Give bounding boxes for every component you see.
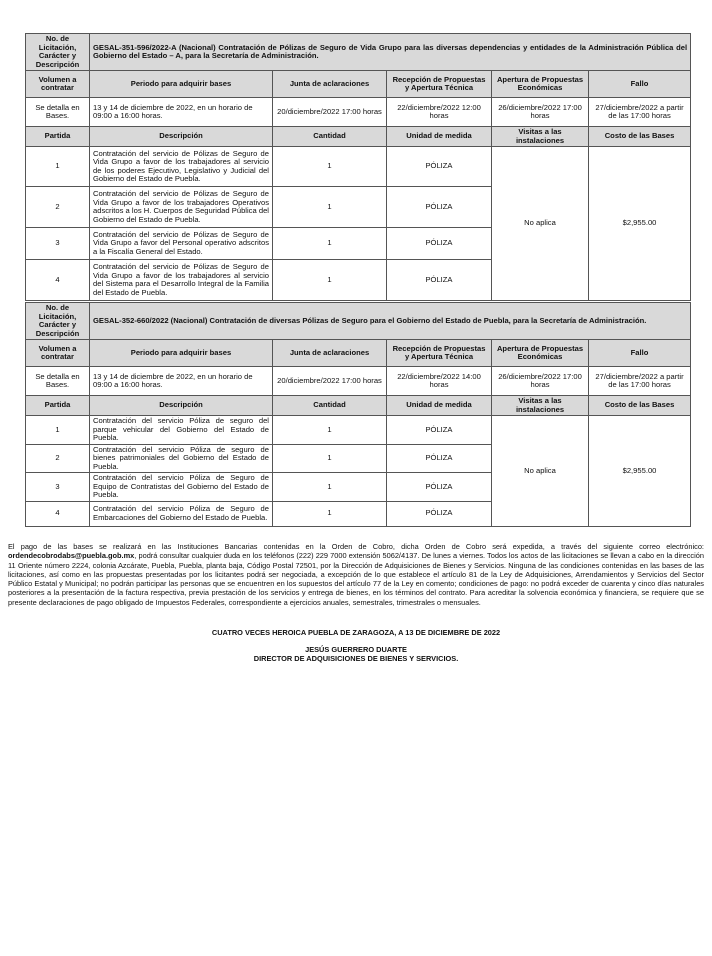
unidad-label: Unidad de medida <box>387 396 492 416</box>
cantidad-value: 1 <box>273 444 387 473</box>
payment-terms-intro: El pago de las bases se realizará en las Instituciones Bancarias contenidas en la Orden de Cobro, dicha Orden de Cobro será expedida, a través del siguiente correo electrónico: <box>8 542 704 551</box>
apertura-label: Apertura de Propuestas Económicas <box>492 340 589 367</box>
visitas-value: No aplica <box>492 147 589 301</box>
apertura-value: 26/diciembre/2022 17:00 horas <box>492 98 589 127</box>
unidad-value: PÓLIZA <box>387 473 492 502</box>
partida-value: 4 <box>26 260 90 301</box>
visitas-value: No aplica <box>492 416 589 527</box>
periodo-value: 13 y 14 de diciembre de 2022, en un horario de 09:00 a 16:00 horas. <box>90 367 273 396</box>
partida-value: 4 <box>26 501 90 526</box>
cantidad-label: Cantidad <box>273 127 387 147</box>
junta-label: Junta de aclaraciones <box>273 71 387 98</box>
schedule-header-row <box>26 71 691 98</box>
no-licitacion-label: No. de Licitación, Carácter y Descripción <box>26 34 90 71</box>
cantidad-label: Cantidad <box>273 396 387 416</box>
payment-terms-paragraph <box>8 542 704 607</box>
cantidad-value: 1 <box>273 501 387 526</box>
descripcion-value: Contratación del servicio Póliza de Seguro de Embarcaciones del Gobierno del Estado de Puebla. <box>90 501 273 526</box>
cantidad-value: 1 <box>273 473 387 502</box>
descripcion-label: Descripción <box>90 127 273 147</box>
payment-email: ordendecobrodabs@puebla.gob.mx <box>8 551 135 561</box>
volumen-label: Volumen a contratar <box>26 71 90 98</box>
partida-value: 2 <box>26 444 90 473</box>
unidad-value: PÓLIZA <box>387 147 492 187</box>
costo-value: $2,955.00 <box>589 147 691 301</box>
recepcion-label: Recepción de Propuestas y Apertura Técnica <box>387 71 492 98</box>
visitas-label: Visitas a las instalaciones <box>492 396 589 416</box>
cantidad-value: 1 <box>273 228 387 260</box>
volumen-value: Se detalla en Bases. <box>26 367 90 396</box>
visitas-label: Visitas a las instalaciones <box>492 127 589 147</box>
apertura-value: 26/diciembre/2022 17:00 horas <box>492 367 589 396</box>
descripcion-value: Contratación del servicio Póliza de seguro del parque vehicular del Gobierno del Estado de Puebla. <box>90 416 273 445</box>
tender-table-2 <box>25 302 691 527</box>
signer-name: JESÚS GUERRERO DUARTE <box>305 645 407 654</box>
cantidad-value: 1 <box>273 416 387 445</box>
fallo-label: Fallo <box>589 71 691 98</box>
unidad-value: PÓLIZA <box>387 260 492 301</box>
recepcion-value: 22/diciembre/2022 14:00 horas <box>387 367 492 396</box>
schedule-row <box>26 367 691 396</box>
partida-value: 3 <box>26 228 90 260</box>
cantidad-value: 1 <box>273 187 387 228</box>
unidad-value: PÓLIZA <box>387 228 492 260</box>
table-row <box>26 147 691 187</box>
tender-title: GESAL-352-660/2022 (Nacional) Contratación de diversas Pólizas de Seguro para el Gobierno del Estado de Puebla, para la Secretaría de Administración. <box>90 303 691 340</box>
descripcion-value: Contratación del servicio de Pólizas de Seguro de Vida Grupo a favor de los trabajadores al servicio del Sistema para el Desarrollo Integral de la Familia del Estado de Puebla. <box>90 260 273 301</box>
cantidad-value: 1 <box>273 260 387 301</box>
tender-title: GESAL-351-596/2022-A (Nacional) Contratación de Pólizas de Seguro de Vida Grupo para las diversas dependencias y entidades de la Administración Pública del Gobierno del Estado – A, para la Secretaría de Administración. <box>90 34 691 71</box>
unidad-label: Unidad de medida <box>387 127 492 147</box>
junta-value: 20/diciembre/2022 17:00 horas <box>273 98 387 127</box>
costo-value: $2,955.00 <box>589 416 691 527</box>
partida-value: 1 <box>26 416 90 445</box>
cantidad-value: 1 <box>273 147 387 187</box>
unidad-value: PÓLIZA <box>387 416 492 445</box>
recepcion-label: Recepción de Propuestas y Apertura Técnica <box>387 340 492 367</box>
descripcion-value: Contratación del servicio de Pólizas de Seguro de Vida Grupo a favor de los trabajadores al servicio de los poderes Ejecutivo, Legislativo y Judicial del Gobierno del Estado de Puebla. <box>90 147 273 187</box>
costo-label: Costo de las Bases <box>589 127 691 147</box>
junta-value: 20/diciembre/2022 17:00 horas <box>273 367 387 396</box>
schedule-row <box>26 98 691 127</box>
schedule-header-row <box>26 340 691 367</box>
partida-label: Partida <box>26 396 90 416</box>
fallo-value: 27/diciembre/2022 a partir de las 17:00 horas <box>589 367 691 396</box>
unidad-value: PÓLIZA <box>387 444 492 473</box>
recepcion-value: 22/diciembre/2022 12:00 horas <box>387 98 492 127</box>
partida-value: 1 <box>26 147 90 187</box>
payment-terms-body: , podrá consultar cualquier duda en los teléfonos (222) 229 7000 extensión 5062/4137. De lunes a viernes. Todos los actos de las licitaciones se llevan a cabo en la dirección 11 Oriente número 2224, colonia Azcárate, Puebla, Puebla, planta baja, Código Postal 72501, por la Dirección de Adquisiciones de Bienes y Servicios. Ninguna de las condiciones contenidas en las bases de las licitaciones, así como en las propuestas presentadas por los licitantes podrá ser negociada, a excepción de lo que establece el artículo 81 de la Ley de Adquisiciones, Arrendamientos y Servicios del Sector Público Estatal y Municipal; no podrán participar las personas que se encuentren en los supuestos del artículo 77 de la Ley en comento; condiciones de pago: no podrá exceder de cuarenta y cinco días naturales posteriores a la presentación de la factura respectiva, previa prestación de los servicios y entrega de bienes, en los términos del contrato. Para acreditar la solvencia económica y financiera, se requiere que se presente declaraciones de pago obligado de Impuestos Federales, correspondiente a ejercicios anuales, semestrales, trimestrales o mensuales. <box>8 551 704 607</box>
apertura-label: Apertura de Propuestas Económicas <box>492 71 589 98</box>
unidad-value: PÓLIZA <box>387 187 492 228</box>
descripcion-label: Descripción <box>90 396 273 416</box>
table-row <box>26 416 691 445</box>
volumen-value: Se detalla en Bases. <box>26 98 90 127</box>
partida-label: Partida <box>26 127 90 147</box>
fallo-label: Fallo <box>589 340 691 367</box>
periodo-value: 13 y 14 de diciembre de 2022, en un horario de 09:00 a 16:00 horas. <box>90 98 273 127</box>
fallo-value: 27/diciembre/2022 a partir de las 17:00 horas <box>589 98 691 127</box>
place-date: CUATRO VECES HEROICA PUEBLA DE ZARAGOZA, A 13 DE DICIEMBRE DE 2022 <box>211 628 501 637</box>
descripcion-value: Contratación del servicio Póliza de seguro de bienes patrimoniales del Gobierno del Estado de Puebla. <box>90 444 273 473</box>
periodo-label: Periodo para adquirir bases <box>90 71 273 98</box>
partida-value: 2 <box>26 187 90 228</box>
descripcion-value: Contratación del servicio Póliza de Seguro de Equipo de Contratistas del Gobierno del Estado de Puebla. <box>90 473 273 502</box>
descripcion-value: Contratación del servicio de Pólizas de Seguro de Vida Grupo a favor de los trabajadores Operativos adscritos a los H. Cuerpos de Seguridad Pública del Gobierno del Estado de Puebla. <box>90 187 273 228</box>
items-header-row <box>26 396 691 416</box>
volumen-label: Volumen a contratar <box>26 340 90 367</box>
costo-label: Costo de las Bases <box>589 396 691 416</box>
items-header-row <box>26 127 691 147</box>
descripcion-value: Contratación del servicio de Pólizas de Seguro de Vida Grupo a favor del Personal operativo adscritos a la Fiscalía General del Estado. <box>90 228 273 260</box>
tender-table-1 <box>25 33 691 301</box>
junta-label: Junta de aclaraciones <box>273 340 387 367</box>
unidad-value: PÓLIZA <box>387 501 492 526</box>
partida-value: 3 <box>26 473 90 502</box>
signer-title: DIRECTOR DE ADQUISICIONES DE BIENES Y SERVICIOS. <box>253 654 459 663</box>
no-licitacion-label: No. de Licitación, Carácter y Descripción <box>26 303 90 340</box>
periodo-label: Periodo para adquirir bases <box>90 340 273 367</box>
